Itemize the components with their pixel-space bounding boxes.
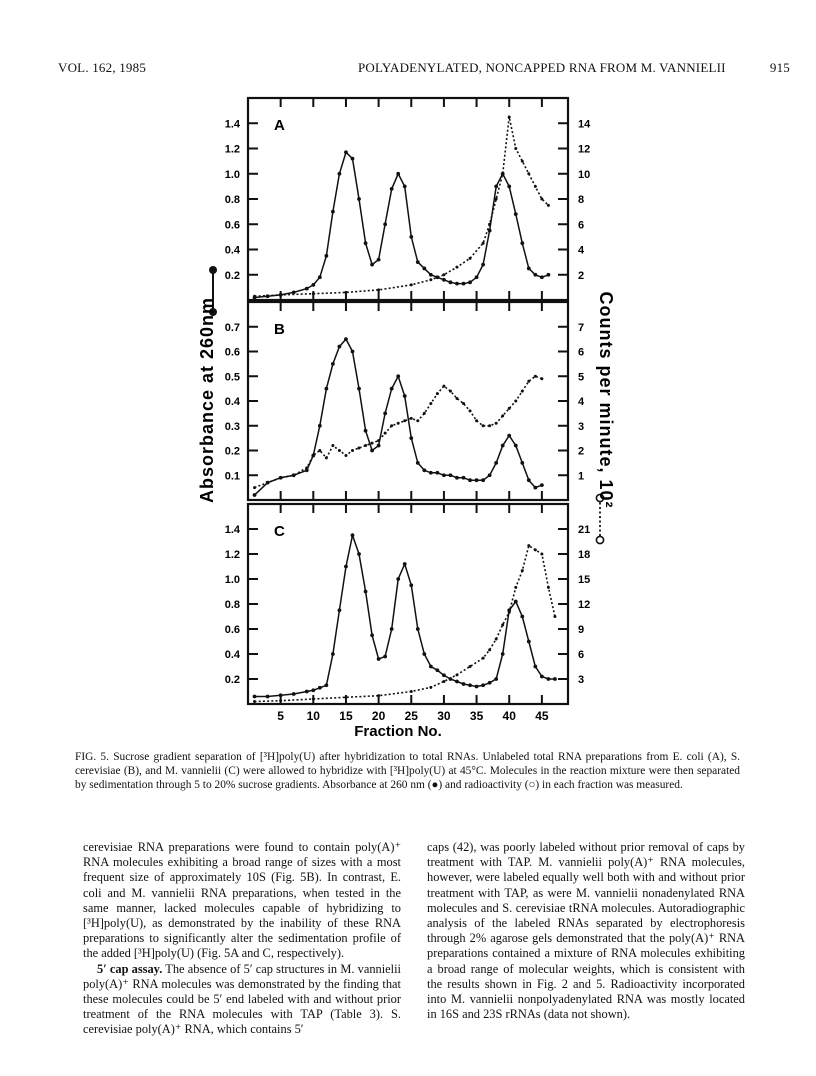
absorbance-point [468,478,472,482]
absorbance-point [435,471,439,475]
cpm-point [312,698,315,701]
absorbance-point [507,434,511,438]
absorbance-point [540,275,544,279]
left-tick-label: 0.2 [224,269,240,282]
left-tick-label: 0.2 [224,445,240,458]
absorbance-point [422,468,426,472]
cpm-point [553,615,556,618]
absorbance-point [527,267,531,271]
cpm-point [338,449,341,452]
absorbance-point [331,652,335,656]
absorbance-point [370,449,374,453]
cpm-legend-marker [596,536,603,543]
left-tick-label: 0.8 [224,194,240,206]
caption-label: FIG. 5. [75,751,109,763]
left-tick-label: 0.4 [224,396,240,408]
cpm-point [403,419,406,422]
cpm-point [540,198,543,201]
cpm-point [416,419,419,422]
absorbance-point [383,411,387,415]
absorbance-point [351,157,355,161]
left-tick-label: 1.2 [224,549,240,561]
cpm-point [410,690,413,693]
panel-label: A [274,117,285,134]
cpm-series-line [255,546,555,702]
x-tick-label: 35 [469,709,484,723]
right-axis-label: Counts per minute, 10² [596,291,616,509]
cpm-point [305,466,308,469]
absorbance-point [501,444,505,448]
absorbance-point [416,260,420,264]
absorbance-series-line [255,535,555,696]
absorbance-point [547,273,551,277]
absorbance-point [501,652,505,656]
cpm-point [442,680,445,683]
right-tick-label: 4 [578,396,585,408]
cpm-point [488,424,491,427]
cpm-point [514,400,517,403]
absorbance-point [449,280,453,284]
absorbance-point [429,273,433,277]
cpm-point [358,447,361,450]
cpm-point [397,422,400,425]
cpm-point [279,476,282,479]
right-tick-label: 10 [578,168,591,181]
caption-text: Sucrose gradient separation of [³H]poly(U) after hybridization to total RNAs. Unlabeled total RNA preparations from E. coli (A), S. cerevisiae (B), and M. vannielii (C) were allowed to hybridize with [³H]poly(U) at 45°C. Molecules in the reaction mixture were then separated by sedimentation through 5 to 20% sucrose gradients. Absorbance at 260 nm (●) and radioactivity (○) in each fraction was measured. [75,751,740,792]
absorbance-point [292,692,296,696]
right-tick-label: 8 [578,194,585,206]
absorbance-point [416,461,420,465]
cpm-point [410,283,413,286]
left-tick-label: 0.5 [224,371,240,384]
absorbance-point [488,473,492,477]
x-axis-label: Fraction No. [354,723,442,740]
cpm-point [455,673,458,676]
left-tick-label: 0.8 [224,599,240,611]
absorbance-series-line [255,339,542,495]
absorbance-point [370,633,374,637]
cpm-point [429,686,432,689]
absorbance-point [396,172,400,176]
absorbance-point [409,436,413,440]
absorbance-legend-marker [209,266,217,274]
cpm-point [540,377,543,380]
absorbance-point [416,627,420,631]
cpm-point [390,424,393,427]
absorbance-point [331,210,335,214]
cpm-point [429,278,432,281]
volume-info: VOL. 162, 1985 [58,60,147,75]
cpm-point [495,198,498,201]
absorbance-point [253,695,257,699]
left-tick-label: 0.2 [224,674,240,686]
cpm-point [521,390,524,393]
absorbance-point [377,444,381,448]
body-column-right [427,840,745,1022]
absorbance-point [364,590,368,594]
cpm-point [482,242,485,245]
left-tick-label: 0.3 [224,420,240,433]
cpm-point [527,380,530,383]
running-title: POLYADENYLATED, NONCAPPED RNA FROM M. VANNIELII [358,60,726,75]
cpm-point [469,257,472,260]
absorbance-point [455,282,459,286]
absorbance-point [494,677,498,681]
left-tick-label: 0.1 [224,470,240,483]
absorbance-point [520,461,524,465]
absorbance-point [311,283,315,287]
absorbance-point [357,197,361,201]
cpm-point [312,292,315,295]
cpm-point [331,444,334,447]
absorbance-point [324,683,328,687]
x-tick-label: 30 [437,709,451,723]
cpm-point [253,295,256,298]
absorbance-point [357,552,361,556]
absorbance-point [442,673,446,677]
cpm-point [521,160,524,163]
right-tick-label: 18 [578,549,591,561]
cpm-point [266,481,269,484]
x-tick-label: 15 [339,709,353,723]
absorbance-point [318,275,322,279]
left-tick-label: 0.6 [224,219,240,232]
left-tick-label: 0.4 [224,649,240,661]
absorbance-point [442,473,446,477]
absorbance-point [324,387,328,391]
absorbance-point [455,476,459,480]
left-tick-label: 1.4 [224,524,240,536]
absorbance-point [481,683,485,687]
x-tick-label: 20 [371,709,386,723]
figure-caption [75,750,740,793]
right-tick-label: 4 [578,244,585,257]
absorbance-point [507,184,511,188]
cpm-point [514,586,517,589]
panel-frame [248,98,568,300]
absorbance-point [364,241,368,245]
section-heading: 5′ cap assay. [97,961,163,976]
cpm-point [508,611,511,614]
cpm-series-line [255,376,542,487]
cpm-point [501,623,504,626]
absorbance-point [533,273,537,277]
cpm-point [318,449,321,452]
absorbance-point [311,688,315,692]
paragraph-text: The absence of 5′ cap structures in M. vannielii poly(A)⁺ RNA molecules was demonstrated by the finding that these molecules could be 5′ end labeled with and without prior treatment of the RNA molecules with TAP (Table 3). S. cerevisiae poly(A)⁺ RNA, which contains 5′ [83,961,401,1037]
absorbance-point [533,486,537,490]
paragraph [83,962,401,1038]
absorbance-point [481,263,485,267]
cpm-point [514,147,517,150]
x-tick-label: 45 [535,709,549,723]
panel-label: C [274,523,285,540]
cpm-point [449,390,452,393]
cpm-point [475,419,478,422]
left-tick-label: 0.4 [224,244,240,257]
cpm-point [377,694,380,697]
absorbance-point [449,473,453,477]
cpm-point [455,266,458,269]
absorbance-point [462,682,466,686]
absorbance-point [396,374,400,378]
right-tick-label: 9 [578,624,585,636]
absorbance-point [540,483,544,487]
cpm-point [344,291,347,294]
absorbance-point [533,665,537,669]
absorbance-point [351,533,355,537]
absorbance-point [403,394,407,398]
absorbance-point [344,565,348,569]
absorbance-point [514,600,518,604]
right-tick-label: 1 [578,470,585,483]
x-tick-label: 10 [306,709,320,723]
absorbance-point [279,693,283,697]
absorbance-point [488,681,492,685]
right-tick-label: 6 [578,346,585,359]
right-tick-label: 3 [578,674,585,686]
panel-frame [248,302,568,500]
right-tick-label: 21 [578,524,591,536]
right-tick-label: 14 [578,118,591,131]
absorbance-point [409,235,413,239]
cpm-point [436,392,439,395]
absorbance-point [527,640,531,644]
cpm-point [534,185,537,188]
right-tick-label: 3 [578,420,585,433]
cpm-point [429,402,432,405]
right-tick-label: 7 [578,321,585,334]
right-tick-label: 6 [578,219,585,232]
absorbance-point [429,471,433,475]
cpm-point [469,409,472,412]
cpm-point [547,586,550,589]
absorbance-point [435,668,439,672]
right-tick-label: 12 [578,599,591,611]
absorbance-point [468,280,472,284]
absorbance-point [324,254,328,258]
absorbance-point [344,150,348,154]
cpm-point [534,548,537,551]
body-column-left [83,840,401,1038]
cpm-point [482,657,485,660]
cpm-point [253,486,256,489]
cpm-point [527,172,530,175]
absorbance-point [338,345,342,349]
right-tick-label: 5 [578,371,585,384]
cpm-point [371,442,374,445]
right-tick-label: 2 [578,269,585,282]
cpm-point [384,432,387,435]
left-tick-label: 0.6 [224,346,240,359]
cpm-point [488,223,491,226]
left-tick-label: 1.0 [224,168,240,181]
cpm-point [410,417,413,420]
absorbance-point [540,675,544,679]
cpm-point [442,273,445,276]
absorbance-point [370,263,374,267]
x-tick-label: 40 [502,709,516,723]
absorbance-point [305,287,309,291]
cpm-point [488,648,491,651]
paragraph: caps (42), was poorly labeled without prior removal of caps by treatment with TAP. M. vannielii poly(A)⁺ RNA molecules, however, were labeled equally well both with and without prior treatment with TAP, as were M. vannielii nonadenylated RNA molecules and S. cerevisiae tRNA molecules. Autoradiographic analysis of the labeled RNAs separated by electrophoresis through 2% agarose gels demonstrated that the poly(A)⁺ RNA preparations contained a mixture of RNA molecules exhibiting a broad range of molecular weights, which is consistent with the results shown in Fig. 2 and 5. Radioactivity incorporated into M. vannielii nonpolyadenylated RNA was mostly located in 16S and 23S rRNAs (data not shown). [427,840,745,1022]
absorbance-point [383,222,387,226]
cpm-point [527,544,530,547]
absorbance-point [553,677,557,681]
cpm-point [495,422,498,425]
absorbance-point [351,350,355,354]
cpm-point [292,474,295,477]
cpm-point [423,412,426,415]
right-tick-label: 15 [578,574,591,586]
absorbance-point [357,387,361,391]
absorbance-point [514,212,518,216]
absorbance-point [383,655,387,659]
cpm-point [279,293,282,296]
absorbance-point [475,275,479,279]
absorbance-point [442,278,446,282]
cpm-point [325,456,328,459]
absorbance-point [520,241,524,245]
absorbance-point [338,172,342,176]
cpm-point [442,385,445,388]
absorbance-point [331,362,335,366]
cpm-series-line [255,117,549,296]
absorbance-point [475,685,479,689]
absorbance-point [390,627,394,631]
cpm-point [508,115,511,118]
left-tick-label: 1.2 [224,143,240,156]
cpm-point [462,402,465,405]
absorbance-point [514,444,518,448]
cpm-point [482,424,485,427]
absorbance-point [344,337,348,341]
cpm-point [279,699,282,702]
absorbance-point [429,665,433,669]
absorbance-point [305,690,309,694]
absorbance-point [547,677,551,681]
absorbance-point [253,493,257,497]
cpm-point [501,414,504,417]
absorbance-point [338,608,342,612]
cpm-point [455,397,458,400]
cpm-point [547,204,550,207]
absorbance-point [462,282,466,286]
panel-label: B [274,321,285,338]
right-tick-label: 12 [578,143,591,156]
paragraph: cerevisiae RNA preparations were found to contain poly(A)⁺ RNA molecules exhibiting a broad range of sizes with a most frequent size of approximately 10S (Fig. 5B). In contrast, E. coli and M. vannielii RNA preparations, when tested in the same manner, lacked molecules capable of hybridizing to [³H]poly(U), as demonstrated by the inability of these RNA preparations to significantly alter the sedimentation profile of the added [³H]poly(U) (Fig. 5A and C, respectively). [83,840,401,961]
left-axis-label: Absorbance at 260nm [197,296,217,504]
absorbance-point [462,476,466,480]
cpm-point [377,288,380,291]
absorbance-point [318,424,322,428]
absorbance-point [377,657,381,661]
absorbance-point [475,478,479,482]
absorbance-point [364,429,368,433]
cpm-point [253,700,256,703]
absorbance-point [390,387,394,391]
absorbance-point [377,258,381,262]
absorbance-point [409,583,413,587]
cpm-point [508,407,511,410]
absorbance-point [494,461,498,465]
absorbance-point [403,562,407,566]
right-tick-label: 6 [578,649,585,661]
x-tick-label: 5 [277,709,284,723]
x-tick-label: 25 [404,709,418,723]
absorbance-point [422,652,426,656]
cpm-point [312,454,315,457]
absorbance-point [455,680,459,684]
cpm-point [377,439,380,442]
absorbance-point [390,187,394,191]
panel-frame [248,504,568,704]
cpm-point [534,375,537,378]
left-tick-label: 0.6 [224,624,240,636]
absorbance-point [481,478,485,482]
absorbance-point [396,577,400,581]
cpm-point [521,569,524,572]
left-tick-label: 1.4 [224,118,240,131]
absorbance-point [266,695,270,699]
cpm-point [495,638,498,641]
absorbance-point [422,267,426,271]
page-number: 915 [769,60,790,75]
cpm-point [540,553,543,556]
cpm-point [469,665,472,668]
cpm-point [364,444,367,447]
absorbance-point [403,184,407,188]
absorbance-point [520,615,524,619]
absorbance-point [527,478,531,482]
absorbance-point [468,683,472,687]
absorbance-point [318,686,322,690]
cpm-point [344,454,347,457]
cpm-point [351,449,354,452]
left-tick-label: 1.0 [224,574,240,586]
cpm-point [344,696,347,699]
cpm-point [501,172,504,175]
absorbance-point [494,184,498,188]
right-tick-label: 2 [578,445,585,458]
left-tick-label: 0.7 [224,321,240,334]
